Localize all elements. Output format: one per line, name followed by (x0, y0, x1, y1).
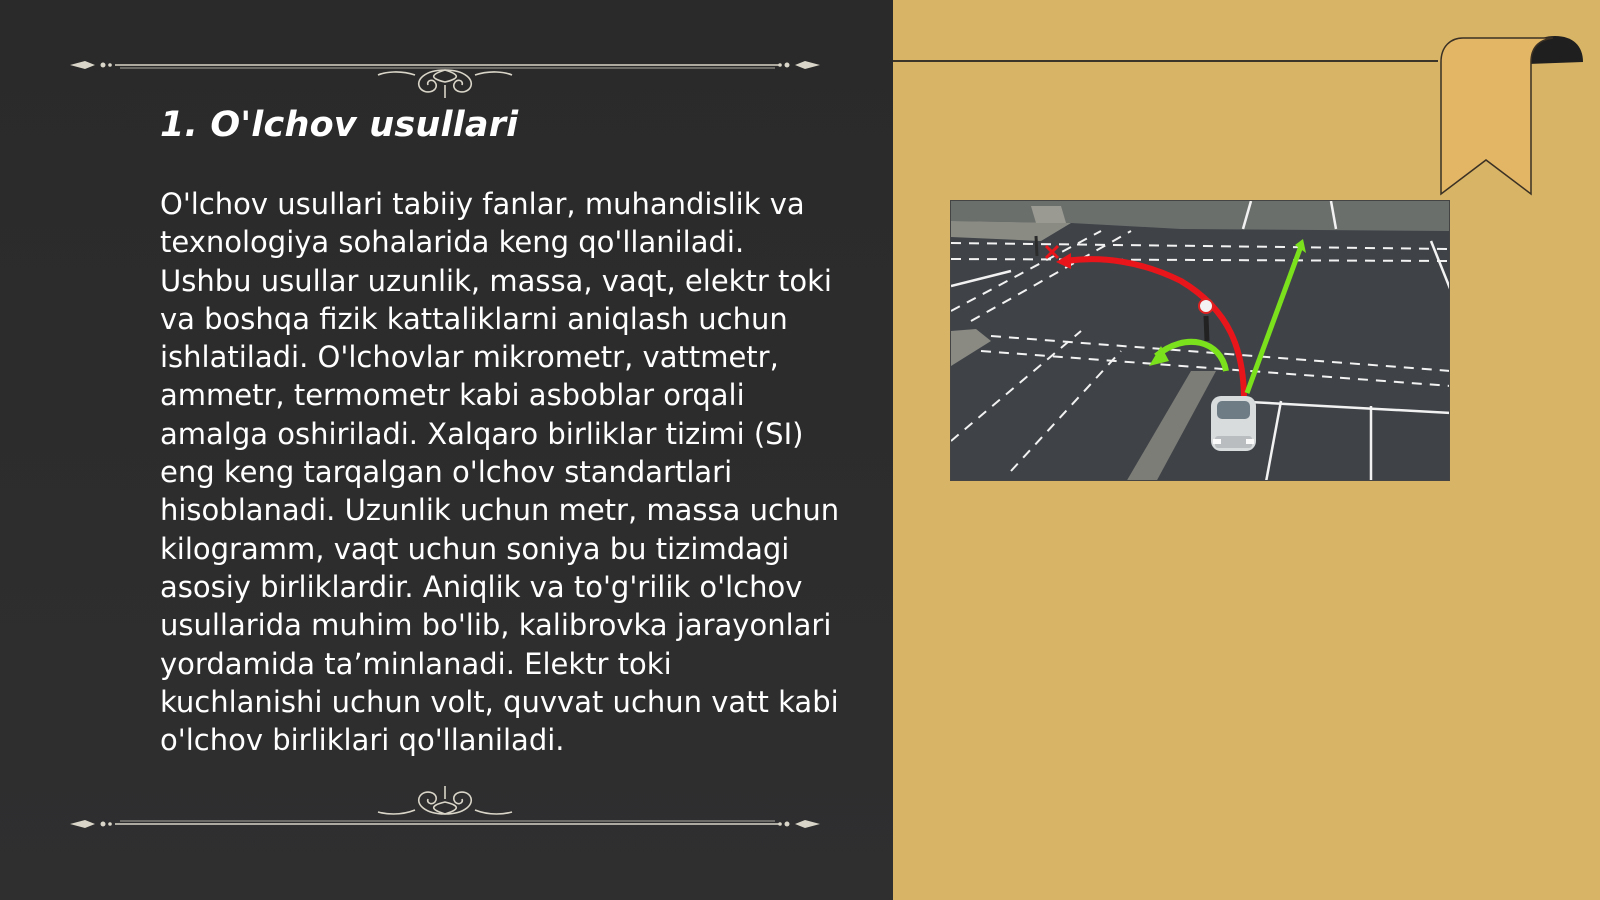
top-divider-line (893, 60, 1438, 62)
slide-title: 1. O'lchov usullari (160, 105, 519, 145)
slide-body-text: O'lchov usullari tabiiy fanlar, muhandislik va texnologiya sohalarida keng qo'llaniladi. Ushbu usullar uzunlik, massa, vaqt, elektr toki va boshqa fizik kattaliklarni aniqlash uchun ishlatiladi. O'lchovlar mikrometr, vattmetr, ammetr, termometr kabi asboblar orqali amalga oshiriladi. Xalqaro birliklar tizimi (SI) eng keng tarqalgan o'lchov standartlari hisoblanadi. Uzunlik uchun metr, massa uchun kilogramm, vaqt uchun soniya bu tizimdagi asosiy birliklardir. Aniqlik va to'g'rilik o'lchov usullarida muhim bo'lib, kalibrovka jarayonlari yordamida ta’minlanadi. Elektr toki kuchlanishi uchun volt, quvvat uchun vatt kabi o'lchov birliklari qo'llaniladi. (160, 187, 840, 758)
top-ornament-divider (60, 40, 830, 100)
ribbon-bookmark-icon (1433, 34, 1588, 204)
intersection-illustration (951, 201, 1450, 481)
intersection-traffic-image (950, 200, 1450, 481)
bottom-ornament-divider (60, 774, 830, 834)
